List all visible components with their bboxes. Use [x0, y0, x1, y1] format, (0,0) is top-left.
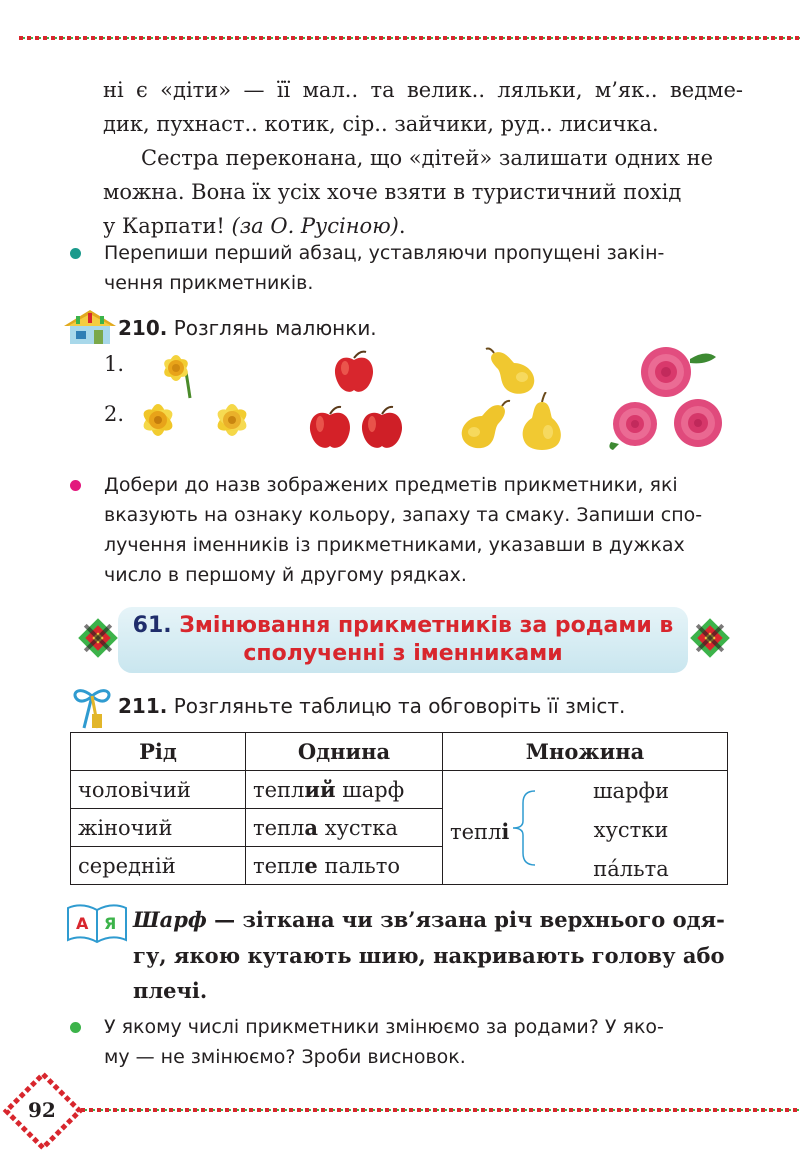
intro-line: Сестра переконана, що «дітей» залишати одних не	[141, 146, 714, 170]
exercise-number: 210.	[118, 316, 168, 340]
page-number: 92	[28, 1098, 56, 1122]
bottom-ornament-border	[80, 1107, 800, 1113]
gender-cell: жіночий	[71, 809, 246, 847]
gender-cell: середній	[71, 847, 246, 885]
daffodil-image	[202, 392, 262, 450]
embroidery-ornament-icon	[684, 612, 736, 664]
plural-cell	[443, 771, 728, 885]
section-title	[122, 612, 684, 668]
apple-image	[330, 348, 378, 396]
brace-icon	[509, 787, 539, 869]
bullet-dot	[70, 1022, 81, 1033]
table-header: Однина	[246, 733, 443, 771]
embroidery-ornament-icon	[72, 612, 124, 664]
adjective-ending: ий	[304, 777, 336, 802]
pear-image	[518, 392, 564, 452]
exercise-211-header	[118, 694, 625, 718]
intro-line: можна. Вона їх усіх хоче взяти в туристичний похід	[103, 180, 682, 204]
task-line: чення прикметників.	[104, 272, 314, 294]
exercise-210-header	[118, 316, 377, 340]
bullet-dot	[70, 480, 81, 491]
section-title-line: сполученні з іменниками	[243, 641, 563, 666]
pear-image	[456, 398, 516, 452]
house-icon	[62, 308, 118, 348]
daffodil-image	[128, 392, 188, 450]
definition-line: плечі.	[133, 978, 208, 1003]
task-line: Добери до назв зображених предметів прикметники, які	[104, 474, 678, 496]
plural-noun: шарфи	[593, 779, 669, 803]
plural-noun: хустки	[593, 818, 669, 842]
dictionary-icon	[64, 902, 130, 946]
dictionary-letter-a: А	[76, 914, 89, 933]
task-line: лучення іменників із прикметниками, указавши в дужках	[104, 534, 685, 556]
table-header-row	[71, 733, 728, 771]
singular-cell: тепла хустка	[246, 809, 443, 847]
gender-cell: чоловічий	[71, 771, 246, 809]
task-line: число в першому й другому рядках.	[104, 564, 467, 586]
task-text	[104, 238, 744, 298]
intro-period: .	[398, 214, 406, 238]
definition-line: гу, якою кутають шию, накривають голову або	[133, 943, 725, 968]
pear-image	[484, 345, 540, 397]
table-row	[71, 771, 728, 809]
row-1-label: 1.	[104, 352, 125, 376]
task-text	[104, 470, 744, 590]
bullet-dot	[70, 248, 81, 259]
section-number: 61.	[132, 613, 172, 638]
definition-block	[133, 902, 739, 1008]
rose-image	[636, 345, 718, 399]
singular-cell: тепле пальто	[246, 847, 443, 885]
adjective-ending: а	[304, 815, 318, 840]
table-header: Рід	[71, 733, 246, 771]
section-title-line	[122, 612, 684, 640]
section-title-text: Змінювання прикметників за родами в	[171, 613, 674, 638]
source-citation: (за О. Русіною)	[231, 214, 399, 238]
apple-image	[357, 402, 407, 452]
row-2-label: 2.	[104, 402, 125, 426]
intro-text: у Карпати!	[103, 214, 225, 238]
table-header: Множина	[443, 733, 728, 771]
adjective-ending: е	[304, 853, 318, 878]
exercise-instruction: Розглянь малюнки.	[173, 316, 377, 340]
definition-text: — зіткана чи зв’язана річ верхнього одя-	[206, 907, 725, 932]
task-line: Перепиши перший абзац, уставляючи пропущені закін-	[104, 242, 665, 264]
bow-icon	[70, 684, 114, 730]
dictionary-letter-ya: Я	[104, 914, 117, 933]
task-line: му — не змінюємо? Зроби висновок.	[104, 1046, 466, 1068]
rose-image	[605, 398, 663, 452]
intro-line: ні є «діти» — її мал.. та велик.. ляльки, м’як.. ведме-	[103, 78, 743, 102]
task-line: У якому числі прикметники змінюємо за родами? У яко-	[104, 1016, 664, 1038]
plural-adjective: теплі	[450, 819, 510, 844]
intro-paragraph	[103, 73, 743, 243]
definition-term: Шарф	[133, 907, 207, 932]
task-text	[104, 1012, 744, 1072]
apple-image	[305, 402, 355, 452]
intro-line: дик, пухнаст.. котик, сір.. зайчики, руд.. лисичка.	[103, 112, 659, 136]
singular-cell: теплий шарф	[246, 771, 443, 809]
definition-line	[133, 902, 739, 938]
rose-image	[672, 396, 724, 450]
plural-noun: па́льта	[593, 857, 669, 881]
exercise-instruction: Розгляньте таблицю та обговоріть її зміст.	[173, 694, 626, 718]
task-line: вказують на ознаку кольору, запаху та смаку. Запиши спо-	[104, 504, 703, 526]
top-ornament-border	[18, 35, 800, 41]
gender-table	[70, 732, 728, 885]
exercise-number: 211.	[118, 694, 168, 718]
